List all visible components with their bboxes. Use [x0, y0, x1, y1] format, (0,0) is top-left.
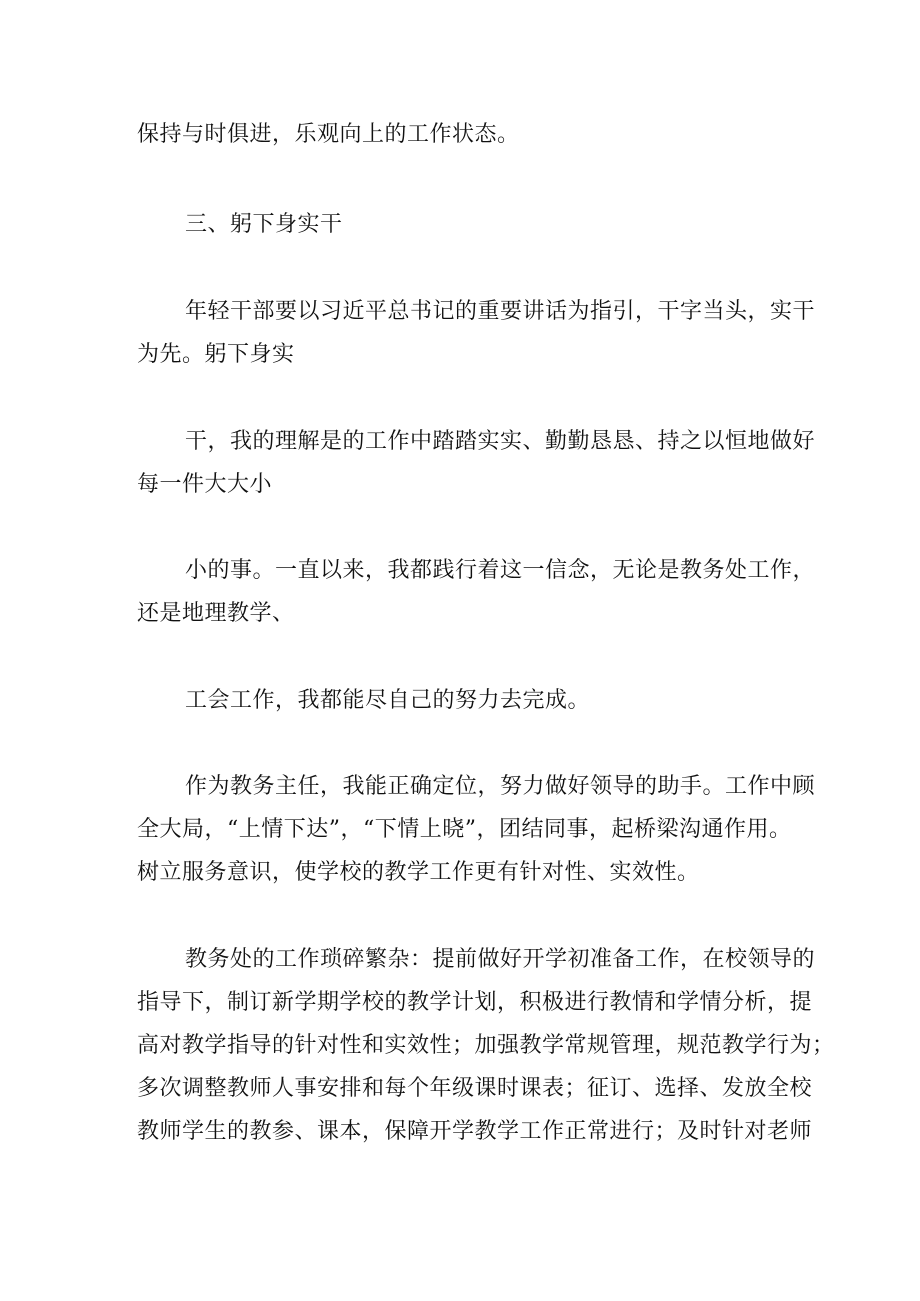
paragraph-line: 为先。躬下身实 [137, 342, 295, 367]
paragraph-line: 全大局，“上情下达”，“下情上晓”，团结同事，起桥梁沟通作用。 [137, 817, 792, 842]
paragraph-line: 还是地理教学、 [137, 601, 295, 626]
paragraph-line: 干，我的理解是的工作中踏踏实实、勤勤恳恳、持之以恒地做好 [185, 429, 816, 454]
paragraph-line: 多次调整教师人事安排和每个年级课时课表；征订、选择、发放全校 [137, 1076, 813, 1101]
section-heading: 三、躬下身实干 [185, 212, 343, 237]
paragraph-line: 工会工作，我都能尽自己的努力去完成。 [185, 688, 591, 713]
paragraph-line: 教师学生的教参、课本，保障开学教学工作正常进行；及时针对老师 [137, 1119, 813, 1144]
paragraph-line: 保持与时俱进，乐观向上的工作状态。 [137, 122, 520, 147]
paragraph-line: 指导下，制订新学期学校的教学计划，积极进行教情和学情分析，提 [137, 990, 813, 1015]
paragraph-line: 树立服务意识，使学校的教学工作更有针对性、实效性。 [137, 860, 700, 885]
paragraph-line: 小的事。一直以来，我都践行着这一信念，无论是教务处工作， [185, 558, 816, 583]
paragraph-line: 年轻干部要以习近平总书记的重要讲话为指引，干字当头，实干 [185, 299, 816, 324]
paragraph-line: 高对教学指导的针对性和实效性；加强教学常规管理，规范教学行为； [137, 1033, 835, 1058]
paragraph-line: 教务处的工作琐碎繁杂：提前做好开学初准备工作，在校领导的 [185, 947, 816, 972]
paragraph-line: 作为教务主任，我能正确定位，努力做好领导的助手。工作中顾 [185, 774, 816, 799]
paragraph-line: 每一件大大小 [137, 472, 273, 497]
